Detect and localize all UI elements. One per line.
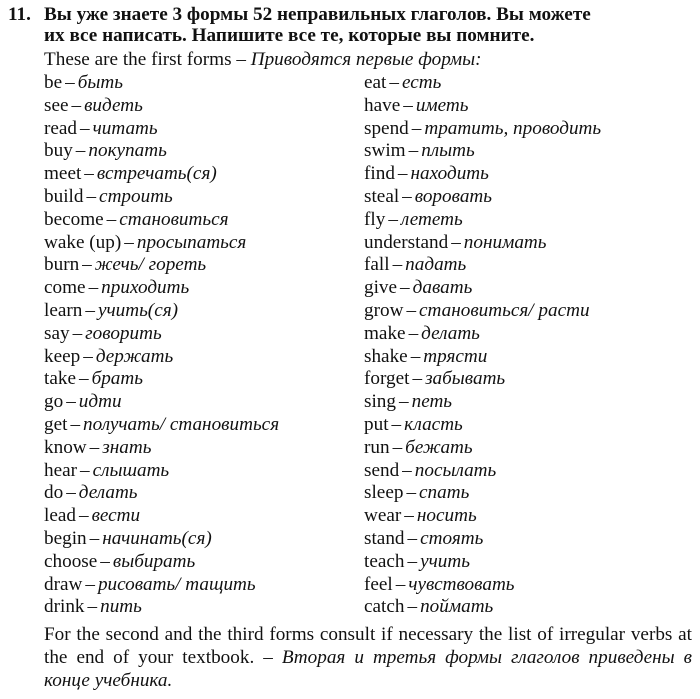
task-heading — [8, 4, 694, 46]
verb-item — [44, 186, 360, 209]
verb-english: take — [44, 368, 76, 390]
verb-item — [364, 414, 694, 437]
verb-english: shake — [364, 345, 408, 367]
verb-separator: – — [75, 140, 86, 162]
verb-russian: воровать — [414, 185, 493, 207]
verb-separator: – — [410, 345, 421, 367]
verb-english: sing — [364, 391, 396, 413]
verb-item — [44, 414, 360, 437]
verb-english: wake (up) — [44, 231, 122, 253]
verb-separator: – — [88, 277, 99, 299]
verb-russian: строить — [99, 185, 173, 207]
verb-russian: трясти — [423, 345, 488, 367]
verb-english: swim — [364, 140, 406, 162]
verb-russian: быть — [77, 72, 123, 93]
verb-item — [44, 505, 360, 528]
footer-note — [44, 623, 692, 692]
verb-separator: – — [392, 436, 403, 458]
verb-russian: понимать — [463, 231, 547, 253]
verb-separator: – — [406, 299, 417, 321]
verb-separator: – — [89, 527, 100, 549]
verb-english: wear — [364, 505, 402, 527]
verb-separator: – — [402, 185, 412, 207]
verb-item — [44, 118, 360, 141]
task-line-1 — [8, 4, 694, 25]
verb-english: put — [364, 413, 389, 435]
verb-english: eat — [364, 72, 387, 93]
verb-separator: – — [106, 208, 117, 230]
verb-item — [44, 528, 360, 551]
verb-separator: – — [407, 596, 418, 618]
verb-item — [364, 551, 694, 574]
verb-english: do — [44, 482, 64, 504]
verb-russian: покупать — [88, 140, 167, 162]
verb-russian: посылать — [414, 459, 497, 481]
verb-separator: – — [80, 459, 90, 481]
verb-item — [44, 323, 360, 346]
verb-item — [44, 254, 360, 277]
verb-item — [44, 551, 360, 574]
verb-english: grow — [364, 299, 404, 321]
verb-english: begin — [44, 527, 87, 549]
verb-english: steal — [364, 185, 400, 207]
verb-english: choose — [44, 550, 98, 572]
verb-item — [364, 574, 694, 597]
verb-russian: становиться — [119, 208, 229, 230]
verb-item — [44, 277, 360, 300]
verb-item — [364, 300, 694, 323]
verb-separator: – — [388, 208, 398, 230]
verb-separator: – — [66, 482, 76, 504]
verb-item — [364, 163, 694, 186]
verb-separator: – — [402, 459, 412, 481]
verb-separator: – — [395, 573, 406, 595]
intro-separator: – — [236, 49, 246, 70]
verb-separator: – — [86, 185, 97, 207]
verb-item — [44, 460, 360, 483]
verb-english: read — [44, 117, 78, 139]
verb-item — [364, 323, 694, 346]
verb-english: have — [364, 94, 401, 116]
verb-item — [364, 346, 694, 369]
verb-russian: учить — [420, 550, 470, 572]
verb-item — [364, 209, 694, 232]
verb-russian: пить — [100, 596, 142, 618]
verb-item — [364, 391, 694, 414]
verb-separator: – — [80, 117, 90, 139]
verb-item — [364, 437, 694, 460]
verb-item — [44, 368, 360, 391]
verb-english: keep — [44, 345, 81, 367]
verb-item — [44, 140, 360, 163]
verb-english: send — [364, 459, 400, 481]
verb-russian: есть — [401, 72, 442, 93]
verb-russian: находить — [410, 163, 489, 185]
verb-separator: – — [403, 94, 413, 116]
verb-separator: – — [392, 254, 403, 276]
verb-russian: петь — [411, 391, 453, 413]
verb-separator: – — [408, 140, 419, 162]
verb-separator: – — [78, 505, 89, 527]
verb-separator: – — [78, 368, 89, 390]
verb-english: hear — [44, 459, 78, 481]
verb-separator: – — [84, 163, 94, 185]
verb-item — [364, 596, 694, 619]
verb-russian: брать — [91, 368, 143, 390]
verb-english: get — [44, 413, 68, 435]
footer-separator: – — [263, 647, 273, 668]
verb-item — [44, 72, 360, 95]
verb-item — [364, 460, 694, 483]
verb-separator: – — [72, 322, 83, 344]
verb-russian: вести — [91, 505, 141, 527]
verb-english: make — [364, 322, 406, 344]
verb-english: forget — [364, 368, 410, 390]
verb-english: spend — [364, 117, 409, 139]
verb-russian: класть — [404, 413, 463, 435]
verb-english: catch — [364, 596, 405, 618]
verb-item — [44, 482, 360, 505]
verb-item — [44, 95, 360, 118]
verb-russian: держать — [95, 345, 174, 367]
verb-russian: поймать — [420, 596, 494, 618]
verb-english: be — [44, 72, 63, 93]
verb-english: drink — [44, 596, 85, 618]
verb-russian: учить(ся) — [97, 299, 179, 321]
verb-russian: рисовать/ тащить — [97, 573, 256, 595]
verb-separator: – — [406, 482, 417, 504]
verb-russian: плыть — [421, 140, 475, 162]
verb-separator: – — [408, 322, 419, 344]
verb-russian: делать — [421, 322, 480, 344]
verb-item — [364, 232, 694, 255]
verb-item — [44, 232, 360, 255]
verb-english: build — [44, 185, 84, 207]
verb-item — [364, 368, 694, 391]
verb-english: run — [364, 436, 390, 458]
verb-english: know — [44, 436, 87, 458]
verb-english: sleep — [364, 482, 404, 504]
verb-english: become — [44, 208, 104, 230]
footer-ru: Вторая и третья формы глаголов приведены в конце учебника. — [44, 647, 693, 691]
verb-separator: – — [399, 391, 409, 413]
verb-russian: забывать — [425, 368, 506, 390]
verb-separator: – — [71, 94, 82, 116]
verb-item — [44, 596, 360, 619]
verb-russian: делать — [78, 482, 138, 504]
verb-russian: получать/ становиться — [83, 413, 280, 435]
verb-item — [364, 277, 694, 300]
verb-russian: знать — [102, 436, 152, 458]
verb-separator: – — [411, 117, 422, 139]
verb-russian: бежать — [405, 436, 473, 458]
verb-russian: лететь — [400, 208, 463, 230]
verb-separator: – — [407, 527, 418, 549]
intro-en: These are the first forms — [44, 49, 232, 70]
verb-russian: начинать(ся) — [102, 527, 212, 549]
verb-item — [364, 95, 694, 118]
task-number: 11. — [8, 4, 31, 25]
verb-english: feel — [364, 573, 393, 595]
verb-separator: – — [391, 413, 402, 435]
verb-russian: просыпаться — [136, 231, 247, 253]
verb-separator: – — [407, 550, 418, 572]
verb-russian: говорить — [85, 322, 162, 344]
verb-russian: выбирать — [112, 550, 196, 572]
verb-separator: – — [65, 72, 75, 93]
verb-english: say — [44, 322, 70, 344]
verb-item — [44, 437, 360, 460]
verb-russian: чувствовать — [408, 573, 515, 595]
task-text-line-2: их все написать. Напишите все те, которые вы помните. — [44, 25, 535, 46]
verb-separator: – — [400, 277, 410, 299]
verb-english: learn — [44, 299, 83, 321]
verb-russian: тратить, проводить — [424, 117, 602, 139]
verb-item — [364, 482, 694, 505]
verb-separator: – — [100, 550, 110, 572]
verb-english: give — [364, 277, 398, 299]
verb-item — [364, 186, 694, 209]
verb-separator: – — [70, 413, 81, 435]
verb-russian: идти — [78, 391, 122, 413]
verb-english: meet — [44, 163, 82, 185]
verb-item — [364, 528, 694, 551]
verb-separator: – — [85, 299, 95, 321]
verb-item — [364, 140, 694, 163]
verb-item — [44, 574, 360, 597]
verb-item — [44, 391, 360, 414]
verb-separator: – — [124, 231, 134, 253]
verb-russian: слышать — [92, 459, 170, 481]
verb-separator: – — [451, 231, 461, 253]
verb-russian: падать — [405, 254, 467, 276]
verb-separator: – — [85, 573, 95, 595]
verb-list-left — [44, 72, 360, 619]
verb-english: fall — [364, 254, 390, 276]
footer-en: For the second and the third forms consult if necessary the list of irregular verbs at the end of your textbook. — [44, 624, 692, 668]
verb-russian: встречать(ся) — [96, 163, 217, 185]
verb-separator: – — [389, 72, 399, 93]
verb-english: fly — [364, 208, 386, 230]
verb-item — [44, 209, 360, 232]
verb-separator: – — [82, 254, 92, 276]
verb-english: stand — [364, 527, 405, 549]
verb-russian: приходить — [101, 277, 190, 299]
verb-separator: – — [412, 368, 423, 390]
verb-item — [364, 254, 694, 277]
verb-item — [364, 72, 694, 95]
intro-ru: Приводятся первые формы: — [250, 49, 482, 70]
verb-russian: читать — [92, 117, 158, 139]
verb-russian: видеть — [84, 94, 143, 116]
verb-item — [364, 505, 694, 528]
verb-english: draw — [44, 573, 83, 595]
verb-english: teach — [364, 550, 405, 572]
verb-separator: – — [89, 436, 100, 458]
verb-english: buy — [44, 140, 73, 162]
intro-line — [44, 49, 694, 71]
verb-item — [44, 346, 360, 369]
verb-separator: – — [397, 163, 408, 185]
verb-separator: – — [87, 596, 98, 618]
verb-item — [44, 300, 360, 323]
verb-english: go — [44, 391, 64, 413]
verb-russian: давать — [412, 277, 473, 299]
verb-russian: становиться/ расти — [419, 299, 590, 321]
verb-russian: носить — [416, 505, 477, 527]
verb-item — [364, 118, 694, 141]
verb-english: come — [44, 277, 86, 299]
verb-separator: – — [66, 391, 76, 413]
verb-list-right — [364, 72, 694, 619]
verb-english: lead — [44, 505, 76, 527]
verb-separator: – — [404, 505, 414, 527]
verb-russian: жечь/ гореть — [94, 254, 207, 276]
verb-russian: стоять — [420, 527, 484, 549]
verb-english: understand — [364, 231, 449, 253]
verb-english: burn — [44, 254, 80, 276]
verb-english: find — [364, 163, 395, 185]
verb-item — [44, 163, 360, 186]
verb-separator: – — [83, 345, 93, 367]
verb-russian: спать — [419, 482, 470, 504]
verb-russian: иметь — [415, 94, 469, 116]
verb-english: see — [44, 94, 69, 116]
task-text-line-1: Вы уже знаете 3 формы 52 неправильных глаголов. Вы можете — [44, 4, 591, 25]
